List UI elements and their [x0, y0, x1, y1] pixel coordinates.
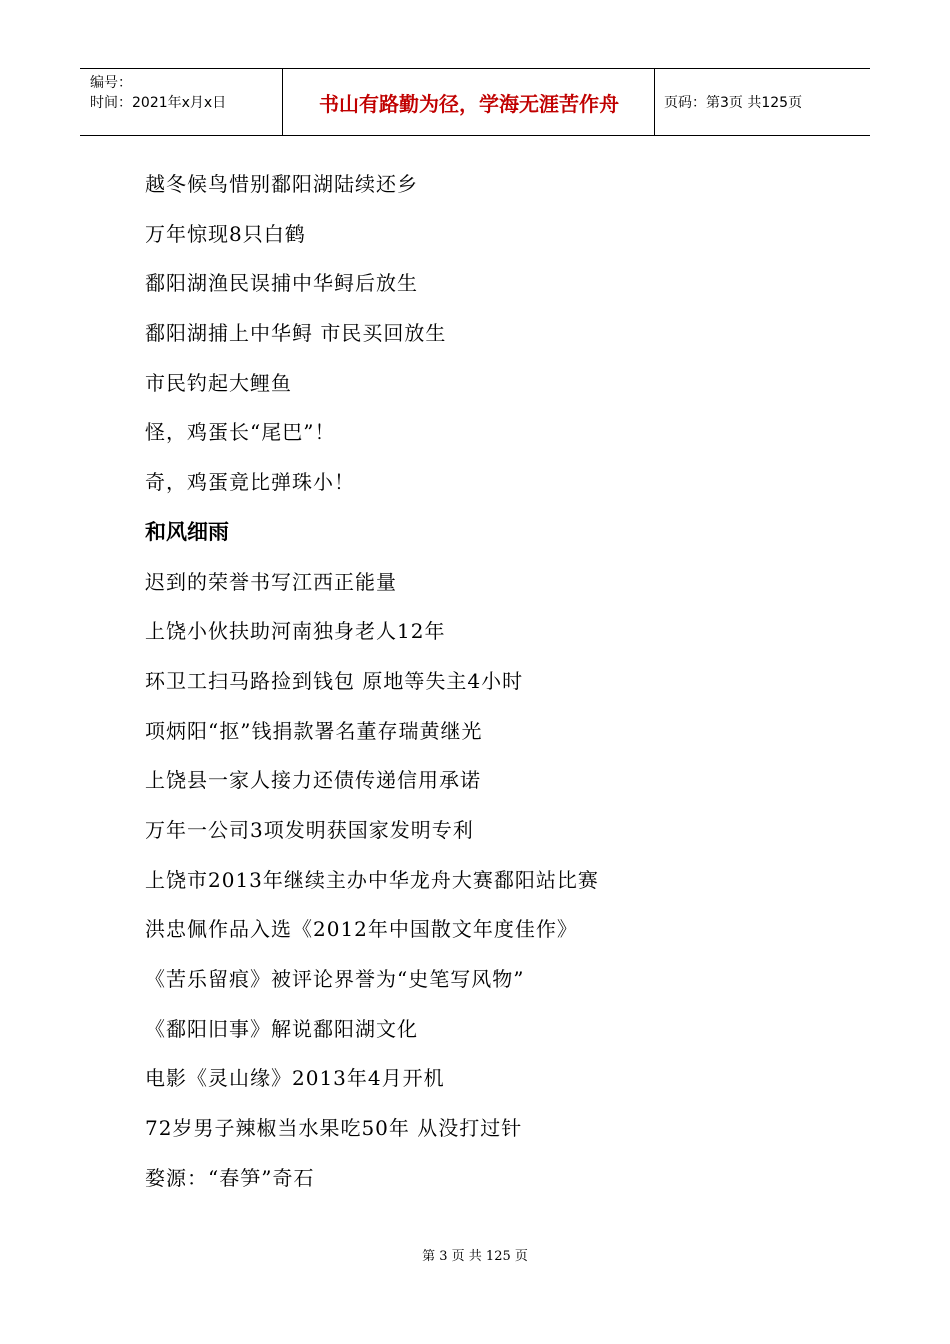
headline-item: 鄱阳湖渔民误捕中华鲟后放生 [145, 271, 418, 296]
headline-item: 上饶县一家人接力还债传递信用承诺 [145, 768, 481, 793]
page-footer: 第 3 页 共 125 页 [422, 1249, 528, 1264]
headline-item: 电影《灵山缘》2013年4月开机 [145, 1066, 445, 1091]
headline-item: 婺源：“春笋”奇石 [145, 1165, 315, 1190]
headline-item: 鄱阳湖捕上中华鲟 市民买回放生 [145, 321, 447, 346]
headline-item: 《鄱阳旧事》解说鄱阳湖文化 [145, 1016, 418, 1041]
headline-item: 上饶市2013年继续主办中华龙舟大赛鄱阳站比赛 [145, 867, 599, 892]
document-body [145, 160, 845, 1203]
headline-item: 万年惊现8只白鹤 [145, 221, 306, 246]
headline-item: 上饶小伙扶助河南独身老人12年 [145, 619, 446, 644]
headline-item: 洪忠佩作品入选《2012年中国散文年度佳作》 [145, 917, 578, 942]
header-page-info: 页码：第3页 共125页 [664, 95, 803, 111]
headline-item: 迟到的荣誉书写江西正能量 [145, 569, 397, 594]
page-header [80, 68, 870, 136]
headline-item: 万年一公司3项发明获国家发明专利 [145, 817, 474, 842]
section-title: 和风细雨 [145, 519, 229, 544]
header-divider-right [654, 69, 655, 135]
headline-item: 《苦乐留痕》被评论界誉为“史笔写风物” [145, 967, 525, 991]
headline-item: 奇，鸡蛋竟比弹珠小！ [145, 470, 355, 495]
headline-item: 72岁男子辣椒当水果吃50年 从没打过针 [145, 1116, 523, 1141]
headline-item: 越冬候鸟惜别鄱阳湖陆续还乡 [145, 172, 418, 196]
headline-item: 怪，鸡蛋长“尾巴”！ [145, 420, 336, 445]
document-number-label: 编号： [90, 75, 132, 91]
headline-item: 市民钓起大鲤鱼 [145, 370, 292, 395]
header-motto: 书山有路勤为径，学海无涯苦作舟 [319, 91, 619, 116]
header-meta [90, 73, 226, 113]
headline-item: 项炳阳“抠”钱捐款署名董存瑞黄继光 [145, 718, 483, 743]
headline-item: 环卫工扫马路捡到钱包 原地等失主4小时 [145, 668, 524, 693]
document-date: 时间：2021年x月x日 [90, 95, 227, 111]
